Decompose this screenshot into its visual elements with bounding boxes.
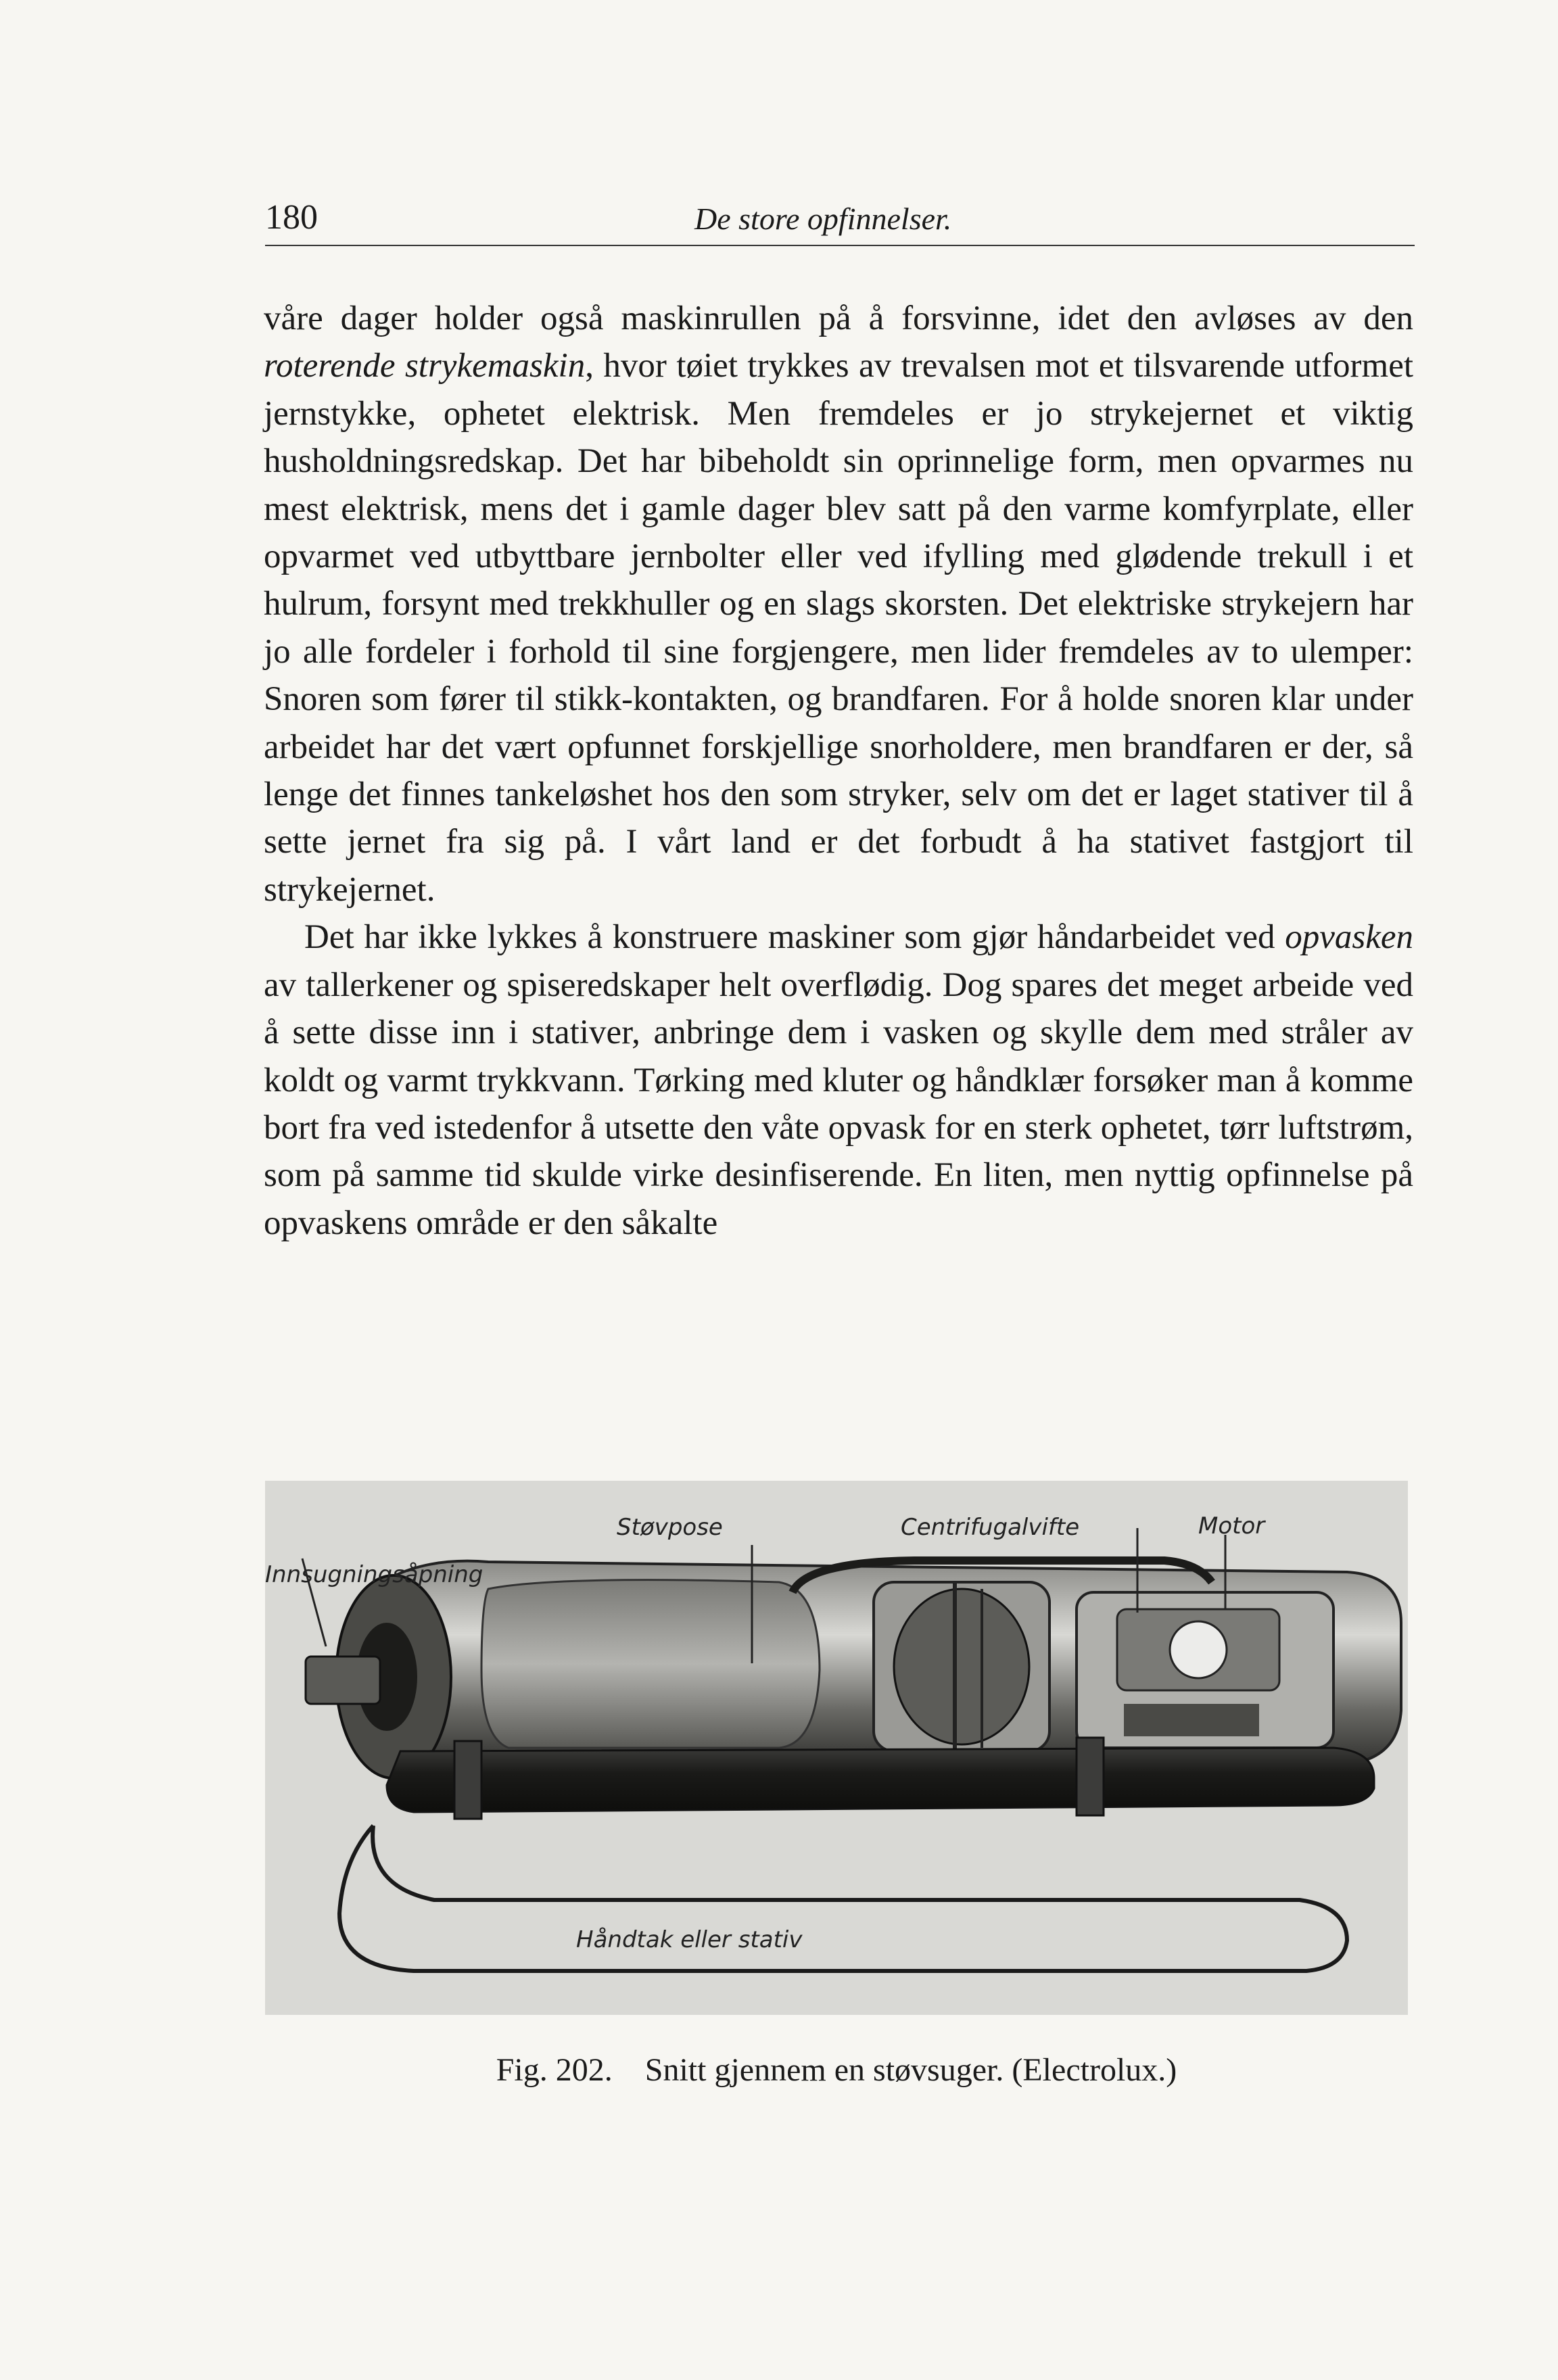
label-intake: Innsugningsåpning	[265, 1561, 483, 1588]
paragraph-2-italic: opvasken	[1285, 918, 1413, 957]
vacuum-cleaner-figure	[265, 1481, 1408, 2015]
paragraph-1-text-b: , hvor tøiet trykkes av trevalsen mot et tilsvarende utformet jernstykke, ophetet elektrisk. Men fremdeles er jo strykejernet et viktig husholdningsredskap. Det har bibeholdt sin oprinnelige form, men opvarmes nu mest elektrisk, mens det i gamle dager blev satt på den varme komfyrplate, eller opvarmet ved utbyttbare jernbolter eller ved ifylling med glødende trekull i et hulrum, forsynt med trekkhuller og en slags skorsten. Det elektriske strykejern har jo alle fordeler i forhold til sine forgjengere, men lider fremdeles av to ulemper: Snoren som fører til stikk-kontakten, og brandfaren. For å holde snoren klar under arbeidet har det vært opfunnet forskjellige snorholdere, men brandfaren er der, så lenge det finnes tankeløshet hos den som stryker, selv om det er laget stativer til å sette jernet fra sig på. I vårt land er det forbudt å ha stativet fastgjort til strykejernet.	[264, 347, 1413, 909]
caption-number: Fig. 202.	[496, 2052, 613, 2088]
page-header	[265, 197, 1415, 242]
body-text	[264, 295, 1413, 1247]
paragraph-2	[264, 913, 1413, 1247]
header-rule	[265, 245, 1415, 246]
label-fan: Centrifugalvifte	[901, 1514, 1080, 1541]
label-handle: Håndtak eller stativ	[576, 1926, 803, 1953]
paragraph-2-text-a: Det har ikke lykkes å konstruere maskiner som gjør håndarbeidet ved	[304, 918, 1285, 957]
vacuum-body	[306, 1561, 1401, 1819]
page-number: 180	[265, 198, 318, 237]
running-title: De store opfinnelser.	[694, 201, 952, 236]
paragraph-1-text-a: våre dager holder også maskinrullen på å forsvinne, idet den avløses av den	[264, 300, 1413, 337]
vacuum-cleaner-illustration	[265, 1481, 1408, 2015]
caption-text: Snitt gjennem en støvsuger. (Electrolux.)	[644, 2052, 1177, 2088]
paragraph-1-italic: roterende strykemaskin	[264, 347, 586, 385]
label-motor: Motor	[1198, 1513, 1265, 1540]
paragraph-1	[264, 295, 1413, 913]
paragraph-2-text-b: av tallerkener og spiseredskaper helt overflødig. Dog spares det meget arbeide ved å sette disse inn i stativer, anbringe dem i vasken og skylle dem med stråler av koldt og varmt trykkvann. Tørking med kluter og håndklær forsøker man å komme bort fra ved istedenfor å utsette den våte opvask for en sterk ophetet, tørr luftstrøm, som på samme tid skulde virke desinfiserende. En liten, men nyttig opfinnelse på opvaskens område er den såkalte	[264, 966, 1413, 1242]
label-dust-bag: Støvpose	[617, 1514, 723, 1541]
figure-caption	[265, 2050, 1408, 2091]
